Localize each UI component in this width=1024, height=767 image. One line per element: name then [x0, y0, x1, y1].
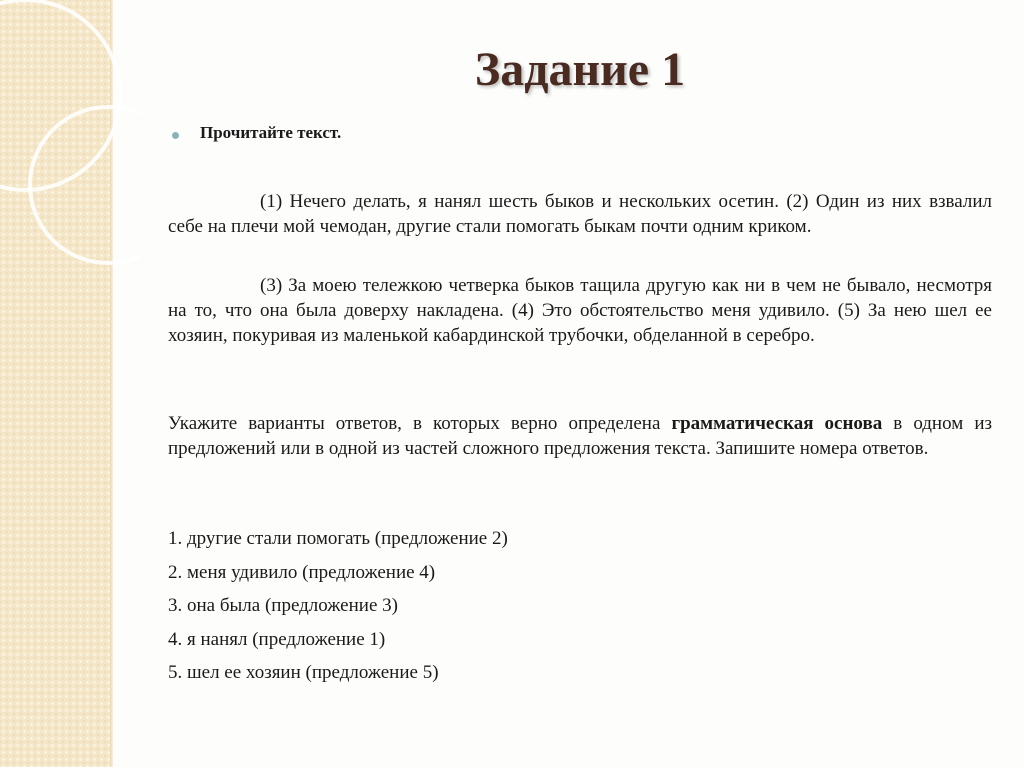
bullet-icon	[172, 132, 179, 139]
instruction-bold-term: грамматическая основа	[671, 413, 883, 434]
text-paragraph-1: (1) Нечего делать, я нанял шесть быков и нескольких осетин. (2) Один из них взвалил себе на плечи мой чемодан, другие стали помогать быкам почти одним криком.	[168, 191, 992, 237]
instruction-text-start: Укажите варианты ответов, в которых верно определена	[168, 413, 672, 434]
answer-option: 4. я нанял (предложение 1)	[168, 628, 386, 650]
text-paragraph-2: (3) За моею тележкою четверка быков тащила другую как ни в чем не бывало, несмотря на то, что она была доверху накладена. (4) Это обстоятельство меня удивило. (5) За нею шел ее хозяин, покуривая из маленькой кабардинской трубочки, обделанной в серебро.	[168, 275, 992, 346]
answer-option: 3. она была (предложение 3)	[168, 595, 398, 616]
answer-option: 5. шел ее хозяин (предложение 5)	[168, 662, 439, 683]
ring-medium	[30, 107, 140, 263]
slide-title: Задание 1	[474, 43, 686, 96]
instruction-text-end: в одном из предложений или в одной из частей сложного предложения текста. Запишите номера ответов.	[168, 413, 992, 459]
answer-option: 1. другие стали помогать (предложение 2)	[168, 528, 508, 549]
instruction-paragraph	[168, 411, 992, 461]
answer-options-list	[168, 526, 508, 694]
task-label: Прочитайте текст.	[200, 123, 342, 142]
answer-option: 2. меня удивило (предложение 4)	[168, 561, 436, 583]
